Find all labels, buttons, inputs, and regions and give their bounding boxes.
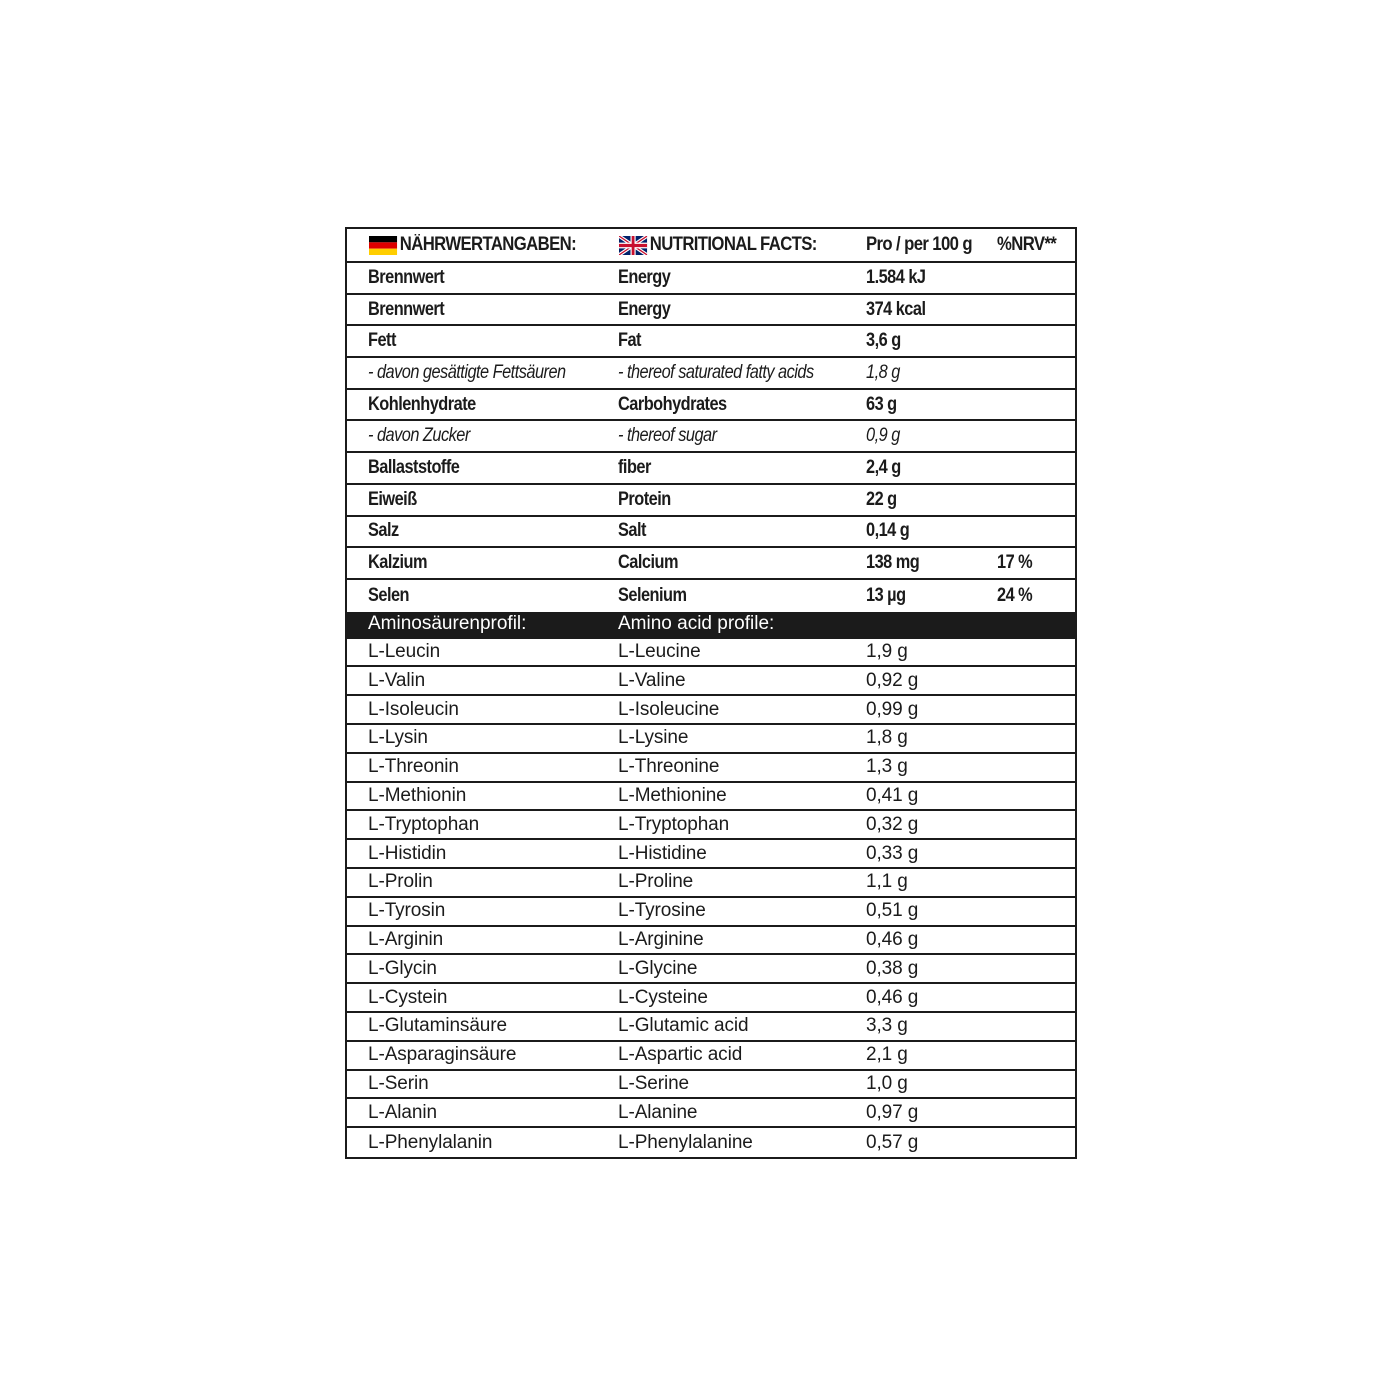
amino-name-de: L-Arginin (368, 928, 444, 950)
amino-value: 0,46 g (866, 986, 919, 1008)
amino-name-de: L-Tryptophan (368, 813, 480, 835)
amino-name-de: L-Glutaminsäure (368, 1015, 507, 1037)
amino-row (347, 1013, 1075, 1042)
nutrient-value: 13 µg (866, 584, 906, 606)
amino-row (347, 811, 1075, 840)
nutrition-row (347, 485, 1075, 517)
header-nrv: %NRV** (997, 234, 1057, 255)
nutrient-value: 22 g (866, 488, 897, 510)
header-de (369, 229, 576, 261)
header-en-title: NUTRITIONAL FACTS: (649, 234, 817, 255)
amino-name-en: L-Lysine (618, 727, 689, 749)
nutrition-row (347, 263, 1075, 295)
nutrient-value: 63 g (866, 393, 897, 415)
nutrient-name-en: Energy (618, 298, 671, 320)
amino-name-en: L-Serine (618, 1072, 690, 1094)
amino-name-en: L-Histidine (618, 842, 707, 864)
amino-name-de: L-Tyrosin (368, 900, 446, 922)
nutrient-name-en: Salt (618, 520, 646, 542)
amino-name-de: L-Isoleucin (368, 698, 459, 720)
amino-value: 2,1 g (866, 1044, 908, 1066)
header-de-title: NÄHRWERTANGABEN: (399, 234, 577, 255)
nutrient-name-en: Carbohydrates (618, 393, 727, 415)
amino-title-en: Amino acid profile: (618, 613, 775, 635)
nutrition-row (347, 517, 1075, 549)
amino-name-de: L-Lysin (368, 727, 428, 749)
nutrient-value: 1,8 g (866, 361, 900, 383)
nutrient-value: 138 mg (866, 552, 920, 574)
amino-name-de: L-Alanin (368, 1101, 437, 1123)
amino-name-en: L-Tryptophan (618, 813, 730, 835)
nutrition-rows (347, 263, 1075, 612)
amino-row (347, 725, 1075, 754)
amino-row (347, 984, 1075, 1013)
nutrient-name-en: Selenium (618, 584, 687, 606)
amino-row (347, 696, 1075, 725)
amino-value: 1,3 g (866, 756, 908, 778)
nutrient-name-en: Calcium (618, 552, 678, 574)
amino-name-en: L-Glutamic acid (618, 1015, 749, 1037)
nutrient-name-de: - davon gesättigte Fettsäuren (368, 361, 566, 383)
amino-name-en: L-Isoleucine (618, 698, 720, 720)
amino-row (347, 783, 1075, 812)
amino-value: 1,9 g (866, 640, 908, 662)
nutrient-name-de: - davon Zucker (368, 425, 470, 447)
amino-row (347, 639, 1075, 668)
nutrient-value: 2,4 g (866, 456, 901, 478)
amino-row (347, 869, 1075, 898)
amino-name-de: L-Glycin (368, 957, 437, 979)
amino-value: 0,41 g (866, 784, 919, 806)
amino-name-en: L-Phenylalanine (618, 1131, 753, 1153)
amino-value: 0,57 g (866, 1131, 919, 1153)
nutrient-nrv: 17 % (997, 552, 1033, 574)
amino-value: 0,51 g (866, 900, 919, 922)
nutrition-row (347, 390, 1075, 422)
amino-name-en: L-Threonine (618, 756, 720, 778)
nutrient-name-de: Salz (368, 520, 399, 542)
amino-name-en: L-Leucine (618, 640, 701, 662)
header-en (619, 229, 817, 261)
nutrient-value: 374 kcal (866, 298, 926, 320)
nutrient-name-de: Kohlenhydrate (368, 393, 476, 415)
amino-value: 1,1 g (866, 871, 908, 893)
nutrition-row (347, 421, 1075, 453)
amino-name-en: L-Methionine (618, 784, 727, 806)
amino-row (347, 667, 1075, 696)
amino-row (347, 1071, 1075, 1100)
amino-row (347, 1042, 1075, 1071)
nutrient-name-en: Fat (618, 330, 641, 352)
amino-row (347, 840, 1075, 869)
amino-value: 0,33 g (866, 842, 919, 864)
nutrition-row (347, 580, 1075, 612)
amino-section-header (347, 612, 1075, 639)
nutrition-facts-table (345, 227, 1077, 1159)
amino-name-de: L-Prolin (368, 871, 433, 893)
amino-name-de: L-Threonin (368, 756, 459, 778)
amino-name-en: L-Cysteine (618, 986, 708, 1008)
amino-name-en: L-Alanine (618, 1101, 698, 1123)
nutrition-row (347, 326, 1075, 358)
amino-name-en: L-Tyrosine (618, 900, 706, 922)
amino-name-de: L-Methionin (368, 784, 467, 806)
nutrient-name-en: Energy (618, 266, 671, 288)
amino-rows (347, 639, 1075, 1157)
nutrient-name-de: Brennwert (368, 298, 445, 320)
amino-title-de: Aminosäurenprofil: (368, 613, 527, 635)
amino-row (347, 754, 1075, 783)
amino-name-de: L-Histidin (368, 842, 447, 864)
amino-name-de: L-Serin (368, 1072, 429, 1094)
amino-value: 1,8 g (866, 727, 908, 749)
amino-value: 0,97 g (866, 1101, 919, 1123)
amino-value: 0,99 g (866, 698, 919, 720)
amino-row (347, 927, 1075, 956)
amino-value: 0,38 g (866, 957, 919, 979)
nutrient-name-en: fiber (618, 456, 651, 478)
nutrient-value: 1.584 kJ (866, 266, 926, 288)
amino-name-de: L-Phenylalanin (368, 1131, 493, 1153)
amino-name-en: L-Arginine (618, 928, 704, 950)
amino-value: 0,92 g (866, 669, 919, 691)
nutrition-row (347, 295, 1075, 327)
nutrient-name-de: Eiweiß (368, 488, 417, 510)
nutrient-value: 0,14 g (866, 520, 910, 542)
amino-value: 0,46 g (866, 928, 919, 950)
amino-row (347, 1099, 1075, 1128)
amino-row (347, 1128, 1075, 1157)
nutrient-name-en: - thereof saturated fatty acids (618, 361, 814, 383)
amino-name-de: L-Valin (368, 669, 426, 691)
amino-name-en: L-Proline (618, 871, 694, 893)
amino-name-en: L-Aspartic acid (618, 1044, 743, 1066)
nutrition-row (347, 453, 1075, 485)
nutrient-name-de: Fett (368, 330, 396, 352)
nutrition-row (347, 358, 1075, 390)
amino-name-en: L-Valine (618, 669, 686, 691)
nutrient-value: 3,6 g (866, 330, 901, 352)
table-header-row (347, 229, 1075, 263)
nutrient-name-de: Ballaststoffe (368, 456, 460, 478)
amino-name-de: L-Asparaginsäure (368, 1044, 517, 1066)
nutrient-value: 0,9 g (866, 425, 900, 447)
amino-value: 0,32 g (866, 813, 919, 835)
nutrient-name-en: - thereof sugar (618, 425, 717, 447)
amino-name-de: L-Leucin (368, 640, 441, 662)
amino-name-de: L-Cystein (368, 986, 448, 1008)
nutrient-name-de: Selen (368, 584, 410, 606)
amino-value: 3,3 g (866, 1015, 908, 1037)
nutrient-name-de: Brennwert (368, 266, 445, 288)
amino-row (347, 898, 1075, 927)
uk-flag-icon (619, 236, 647, 255)
amino-name-en: L-Glycine (618, 957, 698, 979)
nutrient-name-en: Protein (618, 488, 671, 510)
nutrition-row (347, 548, 1075, 580)
nutrient-name-de: Kalzium (368, 552, 428, 574)
nutrient-nrv: 24 % (997, 584, 1033, 606)
amino-value: 1,0 g (866, 1072, 908, 1094)
header-per-100g: Pro / per 100 g (866, 234, 972, 255)
germany-flag-icon (369, 236, 397, 255)
amino-row (347, 955, 1075, 984)
